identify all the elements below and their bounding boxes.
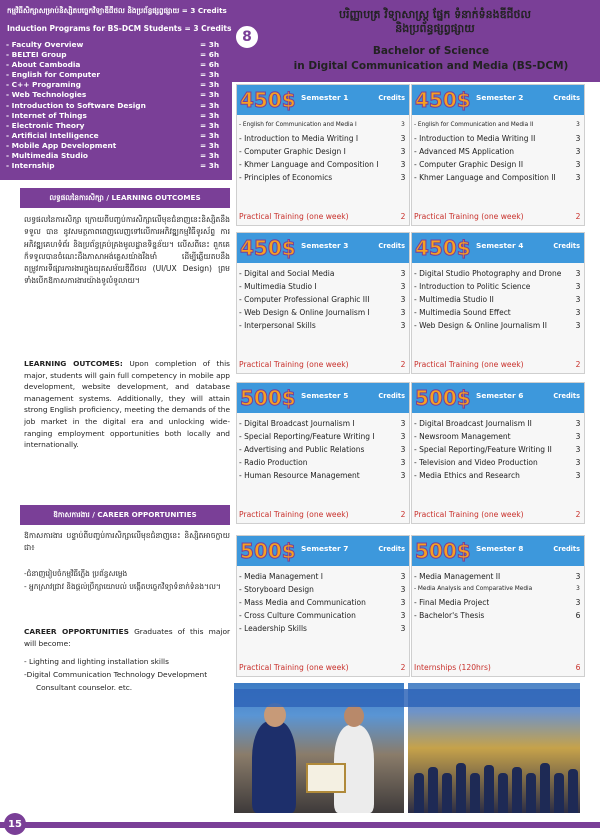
semester-header	[237, 536, 409, 566]
course-hours: = 3h	[200, 140, 220, 150]
subject-credits: 3	[400, 269, 406, 278]
subject-row	[414, 430, 584, 443]
subject-name: - Digital and Social Media	[239, 269, 335, 278]
subject-credits: 3	[575, 173, 581, 182]
semester-card	[411, 84, 585, 226]
career-khmer-item: -ជំនាញរៀបចំកម្មវិធីភ្លើង ប្រព័ន្ធសម្លេង	[24, 569, 128, 578]
subject-credits: 3	[576, 586, 580, 592]
course-hours: = 3h	[200, 120, 220, 130]
semester-fee: 500$	[415, 539, 471, 563]
course-name: - Introduction to Software Design	[6, 100, 146, 110]
subject-credits: 3	[400, 598, 406, 607]
course-hours: = 3h	[200, 130, 220, 140]
induction-course-item	[4, 161, 226, 171]
career-opportunities-label: CAREER OPPORTUNITIES	[24, 627, 129, 636]
induction-course-item	[4, 70, 226, 80]
practical-training-name: Internships (120hrs)	[414, 663, 491, 672]
practical-training-row	[239, 663, 409, 672]
course-hours: = 3h	[200, 40, 220, 49]
course-hours: = 6h	[200, 50, 220, 60]
subject-row	[414, 280, 584, 293]
practical-training-row	[239, 360, 409, 369]
practical-training-name: Practical Training (one week)	[414, 510, 524, 519]
subject-credits: 3	[400, 445, 406, 454]
subject-row	[414, 119, 584, 132]
subject-row	[239, 469, 409, 482]
subject-row	[239, 443, 409, 456]
semester-header	[412, 85, 584, 115]
practical-training-name: Practical Training (one week)	[414, 212, 524, 221]
subject-credits: 3	[400, 147, 406, 156]
subject-name: - Television and Video Production	[414, 458, 538, 467]
credits-column-label: Credits	[553, 545, 580, 553]
subject-name: - Computer Graphic Design II	[414, 160, 524, 169]
induction-course-item	[4, 60, 226, 70]
course-hours: = 3h	[200, 161, 220, 171]
subject-credits: 3	[400, 295, 406, 304]
subject-row	[239, 267, 409, 280]
induction-course-list	[4, 40, 226, 171]
credits-column-label: Credits	[553, 94, 580, 102]
subject-name: - Radio Production	[239, 458, 308, 467]
subject-name: - Web Design & Online Journalism II	[414, 321, 547, 330]
learning-outcomes-heading: លទ្ធផលនៃការសិក្សា / LEARNING OUTCOMES	[20, 188, 230, 208]
subject-name: - Interpersonal Skills	[239, 321, 316, 330]
subject-credits: 3	[576, 122, 580, 128]
subject-name: - Digital Studio Photography and Drone	[414, 269, 562, 278]
subject-name: - Advanced MS Application	[414, 147, 515, 156]
subject-name: - Multimedia Sound Effect	[414, 308, 511, 317]
subject-name: - Computer Professional Graphic III	[239, 295, 370, 304]
practical-training-name: Practical Training (one week)	[414, 360, 524, 369]
khmer-title-line: និងប្រព័ន្ធផ្សព្វផ្សាយ	[395, 22, 475, 35]
subject-row	[239, 417, 409, 430]
certificate	[306, 763, 346, 793]
semester-card	[411, 535, 585, 677]
subject-credits: 3	[400, 419, 406, 428]
subject-name: - Introduction to Politic Science	[414, 282, 531, 291]
subject-row	[239, 570, 409, 583]
subject-name: - Cross Culture Communication	[239, 611, 356, 620]
career-intro-text: Graduates of this major will become:	[24, 627, 230, 648]
course-name: - Electronic Theory	[6, 120, 85, 130]
semester-label: Semester 4	[476, 241, 524, 250]
subject-name: - Media Management I	[239, 572, 324, 581]
subject-credits: 3	[400, 624, 406, 633]
subject-name: - Mass Media and Communication	[239, 598, 366, 607]
career-english-intro	[24, 626, 230, 649]
subject-row	[414, 158, 584, 171]
subject-name: - Special Reporting/Feature Writing II	[414, 445, 552, 454]
subject-credits: 3	[400, 611, 406, 620]
subject-list	[239, 267, 409, 332]
course-hours: = 3h	[200, 80, 220, 90]
subject-name: - English for Communication and Media II	[414, 122, 534, 128]
career-english-list	[24, 656, 230, 694]
subject-name: - Digital Broadcast Journalism II	[414, 419, 532, 428]
subject-row	[414, 145, 584, 158]
subject-row	[239, 145, 409, 158]
course-hours: = 3h	[200, 70, 220, 80]
subject-name: - Storyboard Design	[239, 585, 314, 594]
subject-row	[414, 267, 584, 280]
semester-fee: 500$	[415, 386, 471, 410]
photo-banner	[234, 689, 580, 707]
credits-column-label: Credits	[553, 392, 580, 400]
semester-card	[411, 382, 585, 524]
semester-label: Semester 1	[301, 93, 349, 102]
subject-row	[239, 456, 409, 469]
subject-credits: 3	[400, 471, 406, 480]
career-english-item: - Lighting and lighting installation skills	[24, 657, 169, 666]
course-name: - Faculty Overview	[6, 40, 84, 49]
practical-training-name: Practical Training (one week)	[239, 360, 349, 369]
practical-training-credits: 2	[400, 510, 406, 519]
semester-card	[236, 232, 410, 374]
subject-name: - Media Ethics and Research	[414, 471, 520, 480]
subject-credits: 3	[575, 321, 581, 330]
subject-name: - Media Management II	[414, 572, 501, 581]
subject-row	[414, 417, 584, 430]
subject-name: - Principles of Economics	[239, 173, 333, 182]
practical-training-credits: 2	[575, 212, 581, 221]
subject-row	[414, 306, 584, 319]
subject-list	[414, 119, 584, 184]
subject-name: - Multimedia Studio I	[239, 282, 317, 291]
induction-course-item	[4, 121, 226, 131]
career-khmer-item: - អ្នកស្រាវជ្រាវ និងផ្តល់ប្រឹក្សាយោបល់ បង្កើតបច្ចេកវិទ្យាទំនាក់ទំនង។ល។	[24, 581, 221, 591]
course-name: - Multimedia Studio	[6, 151, 88, 161]
practical-training-row	[239, 510, 409, 519]
practical-training-row	[414, 360, 584, 369]
subject-name: - Khmer Language and Composition I	[239, 160, 379, 169]
induction-course-item	[4, 90, 226, 100]
practical-training-credits: 2	[400, 663, 406, 672]
course-name: - C++ Programing	[6, 80, 81, 90]
induction-course-item	[4, 141, 226, 151]
course-hours: = 6h	[200, 60, 220, 70]
subject-row	[239, 622, 409, 635]
induction-panel	[0, 0, 232, 180]
khmer-title-line: បរិញ្ញាបត្រ វិទ្យាសាស្ត្រ ផ្នែក ទំនាក់ទំនងឌីជីថល	[338, 8, 531, 21]
practical-training-row	[414, 663, 584, 672]
subject-row	[239, 132, 409, 145]
subject-credits: 3	[400, 585, 406, 594]
subject-name: - Multimedia Studio II	[414, 295, 494, 304]
practical-training-row	[239, 212, 409, 221]
subject-credits: 3	[400, 282, 406, 291]
career-khmer-intro: ឱកាសការងារ បន្ទាប់ពីបញ្ចប់ការសិក្សាលើមុខជំនាញនេះ និស្សិតអាចក្លាយជា៖	[24, 531, 230, 553]
subject-name: - Human Resource Management	[239, 471, 360, 480]
subject-row	[239, 306, 409, 319]
course-hours: = 3h	[200, 90, 220, 100]
semester-header	[412, 233, 584, 263]
subject-row	[414, 132, 584, 145]
subject-credits: 3	[400, 572, 406, 581]
learning-outcomes-english	[24, 358, 230, 451]
semester-card	[236, 535, 410, 677]
subject-name: - Final Media Project	[414, 598, 490, 607]
subject-credits: 3	[575, 445, 581, 454]
subject-credits: 3	[400, 432, 406, 441]
induction-course-item	[4, 131, 226, 141]
semester-label: Semester 6	[476, 391, 524, 400]
practical-training-credits: 6	[575, 663, 581, 672]
subject-name: - Computer Graphic Design I	[239, 147, 346, 156]
subject-row	[239, 171, 409, 184]
induction-course-item	[4, 40, 226, 50]
footer-bar	[0, 822, 600, 828]
subject-name: - Newsroom Management	[414, 432, 511, 441]
semester-card	[411, 232, 585, 374]
subject-name: - Advertising and Public Relations	[239, 445, 365, 454]
semester-fee: 450$	[415, 236, 471, 260]
course-name: - English for Computer	[6, 70, 100, 80]
subject-row	[414, 319, 584, 332]
practical-training-name: Practical Training (one week)	[239, 663, 349, 672]
career-english-item: Consultant counselor. etc.	[36, 682, 133, 692]
semester-card	[236, 84, 410, 226]
subject-credits: 3	[575, 147, 581, 156]
subject-credits: 3	[400, 308, 406, 317]
subject-name: - Special Reporting/Feature Writing I	[239, 432, 375, 441]
learning-outcomes-label: LEARNING OUTCOMES:	[24, 359, 123, 368]
semester-fee: 450$	[415, 88, 471, 112]
degree-title: Bachelor of Science	[372, 45, 490, 57]
subject-credits: 6	[575, 611, 581, 620]
subject-credits: 3	[575, 432, 581, 441]
practical-training-name: Practical Training (one week)	[239, 510, 349, 519]
semester-fee: 450$	[240, 88, 296, 112]
subject-row	[414, 583, 584, 596]
subject-credits: 3	[400, 458, 406, 467]
subject-row	[239, 430, 409, 443]
graduation-photo	[234, 683, 580, 813]
subject-row	[239, 158, 409, 171]
career-khmer-list	[24, 568, 230, 594]
learning-outcomes-text: Upon completion of this major, students will gain full competency in mobile app development, website development, and database management systems. Additionally, they will attain strong English proficiency, meeting the demands of the job market in the digital era and unlocking wide-ranging employment opportunities both locally and internationally.	[24, 359, 230, 450]
credits-column-label: Credits	[378, 242, 405, 250]
subject-row	[414, 469, 584, 482]
induction-course-item	[4, 101, 226, 111]
subject-row	[414, 570, 584, 583]
subject-row	[239, 583, 409, 596]
subject-name: - Introduction to Media Writing I	[239, 134, 359, 143]
subject-row	[239, 609, 409, 622]
subject-name: - Introduction to Media Writing II	[414, 134, 536, 143]
semester-fee: 450$	[240, 236, 296, 260]
subject-row	[239, 319, 409, 332]
subject-credits: 3	[575, 295, 581, 304]
semester-header	[237, 383, 409, 413]
subject-credits: 3	[575, 471, 581, 480]
course-name: - Internship	[6, 161, 55, 171]
semester-header	[412, 536, 584, 566]
subject-row	[414, 596, 584, 609]
practical-training-credits: 2	[575, 360, 581, 369]
semester-fee: 500$	[240, 386, 296, 410]
credits-column-label: Credits	[378, 392, 405, 400]
induction-khmer-heading: កម្មវិធីសិក្សាសម្រាប់និស្សិតបច្ចេកវិទ្យាឌីជីថល និងប្រព័ន្ធផ្សព្វផ្សាយ = 3 Credits	[7, 6, 227, 15]
practical-training-credits: 2	[400, 212, 406, 221]
career-opportunities-heading: ឱកាសការងារ / CAREER OPPORTUNITIES	[20, 505, 230, 525]
subject-row	[239, 293, 409, 306]
section-number-badge: 8	[234, 24, 260, 50]
subject-row	[414, 171, 584, 184]
subject-name: - Leadership Skills	[239, 624, 307, 633]
subject-credits: 3	[400, 160, 406, 169]
credits-column-label: Credits	[378, 94, 405, 102]
credits-column-label: Credits	[378, 545, 405, 553]
subject-credits: 3	[575, 308, 581, 317]
subject-credits: 3	[575, 160, 581, 169]
subject-row	[414, 443, 584, 456]
subject-credits: 3	[575, 134, 581, 143]
induction-course-item	[4, 111, 226, 121]
learning-outcomes-khmer-text: លទ្ធផលនៃការសិក្សា ក្រោយពីបញ្ចប់ការសិក្សាលើមុខជំនាញនេះនិស្សិតនឹង ទទួល បាន នូវសមត្ថភាពពេញលេញទៅលើការអភិវឌ្ឍកម្មវិធីទូរស័ព្ទ ការអភិវឌ្ឍគេហទំព័រ និងប្រព័ន្ធគ្រប់គ្រងមូលដ្ឋានទិន្នន័យ។ លើសពីនេះ ពួកគេក៏ទទួលបានចំណេះដឹងភាសាអង់គ្លេសយ៉ាងរឹងមាំ ដើម្បីឆ្លើយតបនឹងតម្រូវការទីផ្សារការងារក្នុងយុគសម័យឌីជីថល (UI/UX Design) ព្រមទាំងបើកឱកាសការងារយ៉ាងទូលំទូលាយ។	[24, 215, 230, 286]
subject-credits: 3	[400, 321, 406, 330]
career-english-item: -Digital Communication Technology Development	[24, 669, 208, 679]
course-hours: = 3h	[200, 100, 220, 110]
subject-row	[239, 280, 409, 293]
subject-name: - Media Analysis and Comparative Media	[414, 586, 533, 592]
practical-training-name: Practical Training (one week)	[239, 212, 349, 221]
semester-header	[237, 85, 409, 115]
subject-credits: 3	[401, 122, 405, 128]
credits-column-label: Credits	[553, 242, 580, 250]
course-name: - Mobile App Development	[6, 140, 117, 150]
semester-card	[236, 382, 410, 524]
subject-credits: 3	[575, 419, 581, 428]
subject-credits: 3	[400, 134, 406, 143]
subject-row	[414, 609, 584, 622]
khmer-program-title	[270, 8, 600, 36]
semester-label: Semester 7	[301, 544, 349, 553]
practical-training-credits: 2	[575, 510, 581, 519]
practical-training-credits: 2	[400, 360, 406, 369]
subject-name: - Khmer Language and Composition II	[414, 173, 556, 182]
program-name: in Digital Communication and Media (BS-DCM)	[293, 60, 569, 72]
semester-header	[237, 233, 409, 263]
subject-row	[239, 119, 409, 132]
induction-heading: Induction Programs for BS-DCM Students = 3 Credits	[7, 24, 232, 33]
subject-credits: 3	[575, 458, 581, 467]
semester-header	[412, 383, 584, 413]
induction-course-item	[4, 80, 226, 90]
subject-name: - Digital Broadcast Journalism I	[239, 419, 355, 428]
subject-list	[239, 119, 409, 184]
subject-name: - Web Design & Online Journalism I	[239, 308, 370, 317]
course-name: - Internet of Things	[6, 110, 87, 120]
subject-credits: 3	[400, 173, 406, 182]
subject-row	[414, 293, 584, 306]
subject-list	[239, 417, 409, 482]
course-name: - About Cambodia	[6, 60, 81, 70]
subject-credits: 3	[575, 572, 581, 581]
subject-list	[414, 267, 584, 332]
semester-label: Semester 5	[301, 391, 349, 400]
subject-name: - English for Communication and Media I	[239, 122, 357, 128]
course-name: - BELTEI Group	[6, 50, 67, 60]
course-name: - Web Technologies	[6, 90, 87, 100]
page-number: 15	[4, 813, 26, 835]
subject-credits: 3	[575, 282, 581, 291]
induction-course-item	[4, 50, 226, 60]
course-name: - Artificial Intelligence	[6, 130, 99, 140]
course-hours: = 3h	[200, 151, 220, 161]
subject-list	[414, 417, 584, 482]
subject-list	[414, 570, 584, 622]
subject-row	[239, 596, 409, 609]
subject-credits: 3	[575, 598, 581, 607]
subject-credits: 3	[575, 269, 581, 278]
semester-label: Semester 3	[301, 241, 349, 250]
course-hours: = 3h	[200, 110, 220, 120]
subject-name: - Bachelor's Thesis	[414, 611, 485, 620]
semester-fee: 500$	[240, 539, 296, 563]
practical-training-row	[414, 212, 584, 221]
semester-label: Semester 8	[476, 544, 524, 553]
semester-label: Semester 2	[476, 93, 524, 102]
subject-row	[414, 456, 584, 469]
induction-course-item	[4, 151, 226, 161]
practical-training-row	[414, 510, 584, 519]
subject-list	[239, 570, 409, 635]
